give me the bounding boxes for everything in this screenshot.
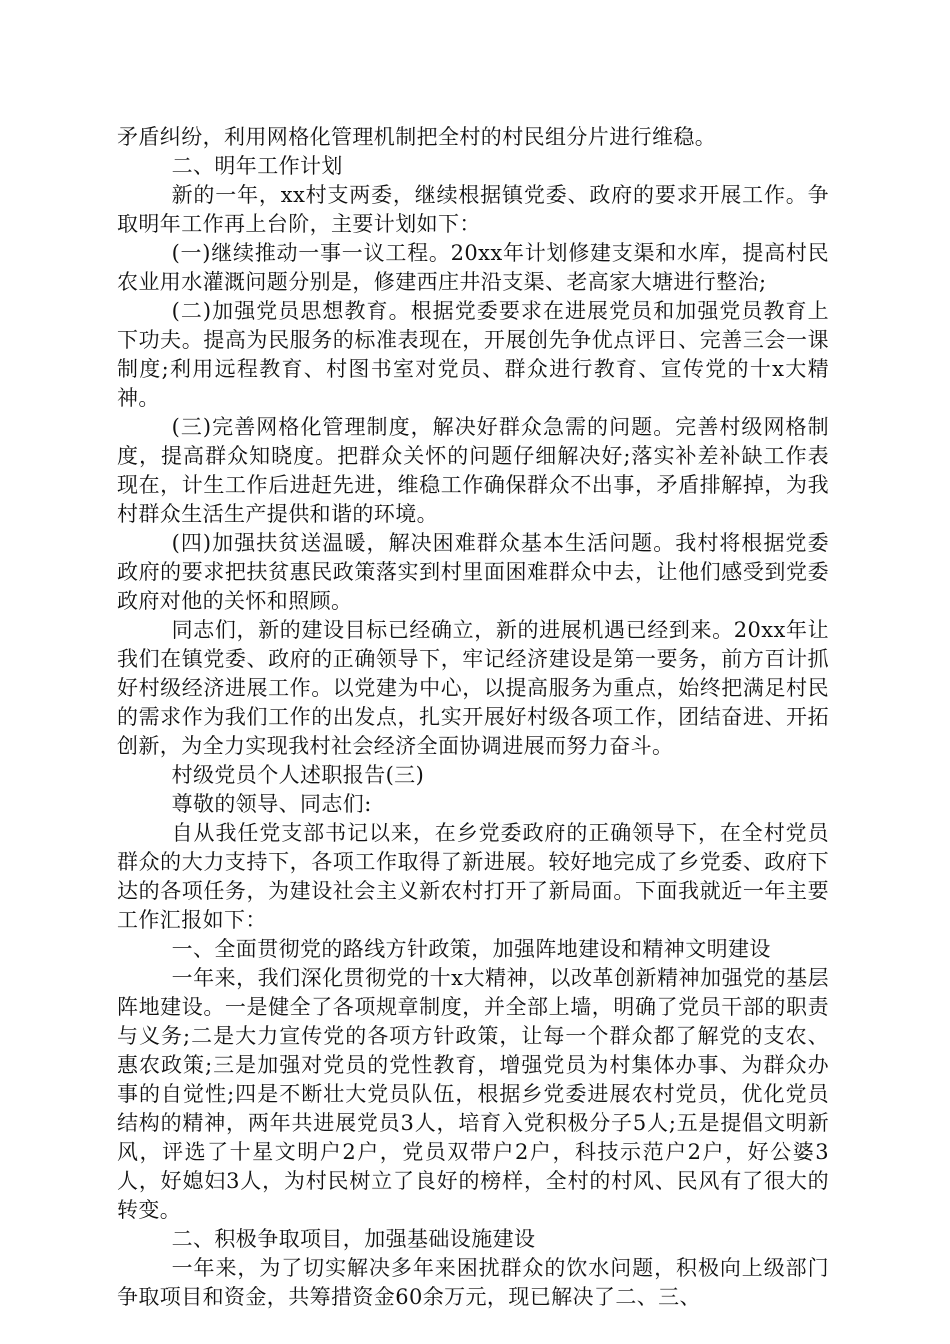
paragraph: (三)完善网格化管理制度，解决好群众急需的问题。完善村级网格制度，提高群众知晓度。把群众关怀的问题仔细解决好;落实补差补缺工作表现在，计生工作后进赶先进，维稳工作确保群众不出事，矛盾排解掉，为我村群众生活生产提供和谐的环境。 — [117, 415, 829, 526]
report-title: 村级党员个人述职报告(三) — [171, 763, 425, 787]
paragraph: 一年来，为了切实解决多年来困扰群众的饮水问题，积极向上级部门争取项目和资金，共筹措资金60余万元，现已解决了二、三、 — [117, 1256, 829, 1309]
paragraph: (一)继续推动一事一议工程。20xx年计划修建支渠和水库，提高村民农业用水灌溉问题分别是，修建西庄井沿支渠、老高家大塘进行整治; — [117, 241, 829, 294]
paragraph: 同志们，新的建设目标已经确立，新的进展机遇已经到来。20xx年让我们在镇党委、政府的正确领导下，牢记经济建设是第一要务，前方百计抓好村级经济进展工作。以党建为中心，以提高服务为重点，始终把满足村民的需求作为我们工作的出发点，扎实开展好村级各项工作，团结奋进、开拓创新，为全力实现我村社会经济全面协调进展而努力奋斗。 — [117, 618, 829, 758]
section-heading: 一、全面贯彻党的路线方针政策，加强阵地建设和精神文明建设 — [171, 937, 771, 961]
paragraph: 自从我任党支部书记以来，在乡党委政府的正确领导下，在全村党员群众的大力支持下，各项工作取得了新进展。较好地完成了乡党委、政府下达的各项任务，为建设社会主义新农村打开了新局面。下面我就近一年主要工作汇报如下： — [117, 821, 829, 932]
section-heading: 二、明年工作计划 — [171, 154, 343, 178]
paragraph: 新的一年，xx村支两委，继续根据镇党委、政府的要求开展工作。争取明年工作再上台阶，主要计划如下： — [117, 183, 829, 236]
salutation: 尊敬的领导、同志们: — [171, 792, 372, 816]
paragraph: 一年来，我们深化贯彻党的十x大精神，以改革创新精神加强党的基层阵地建设。一是健全了各项规章制度，并全部上墙，明确了党员干部的职责与义务;二是大力宣传党的各项方针政策，让每一个群众都了解党的支农、惠农政策;三是加强对党员的党性教育，增强党员为村集体办事、为群众办事的自觉性;四是不断壮大党员队伍，根据乡党委进展农村党员，优化党员结构的精神，两年共进展党员3人，培育入党积极分子5人;五是提倡文明新风，评选了十星文明户2户，党员双带户2户，科技示范户2户，好公婆3人，好媳妇3人，为村民树立了良好的榜样，全村的村风、民风有了很大的转变。 — [117, 966, 829, 1222]
paragraph: (四)加强扶贫送温暖，解决困难群众基本生活问题。我村将根据党委政府的要求把扶贫惠民政策落实到村里面困难群众中去，让他们感受到党委政府对他的关怀和照顾。 — [117, 531, 829, 613]
paragraph: 矛盾纠纷，利用网格化管理机制把全村的村民组分片进行维稳。 — [117, 125, 717, 149]
paragraph: (二)加强党员思想教育。根据党委要求在进展党员和加强党员教育上下功夫。提高为民服务的标准表现在，开展创先争优点评日、完善三会一课制度;利用远程教育、村图书室对党员、群众进行教育、宣传党的十x大精神。 — [117, 299, 829, 410]
document-body — [117, 123, 829, 1312]
section-heading: 二、积极争取项目，加强基础设施建设 — [171, 1227, 536, 1251]
